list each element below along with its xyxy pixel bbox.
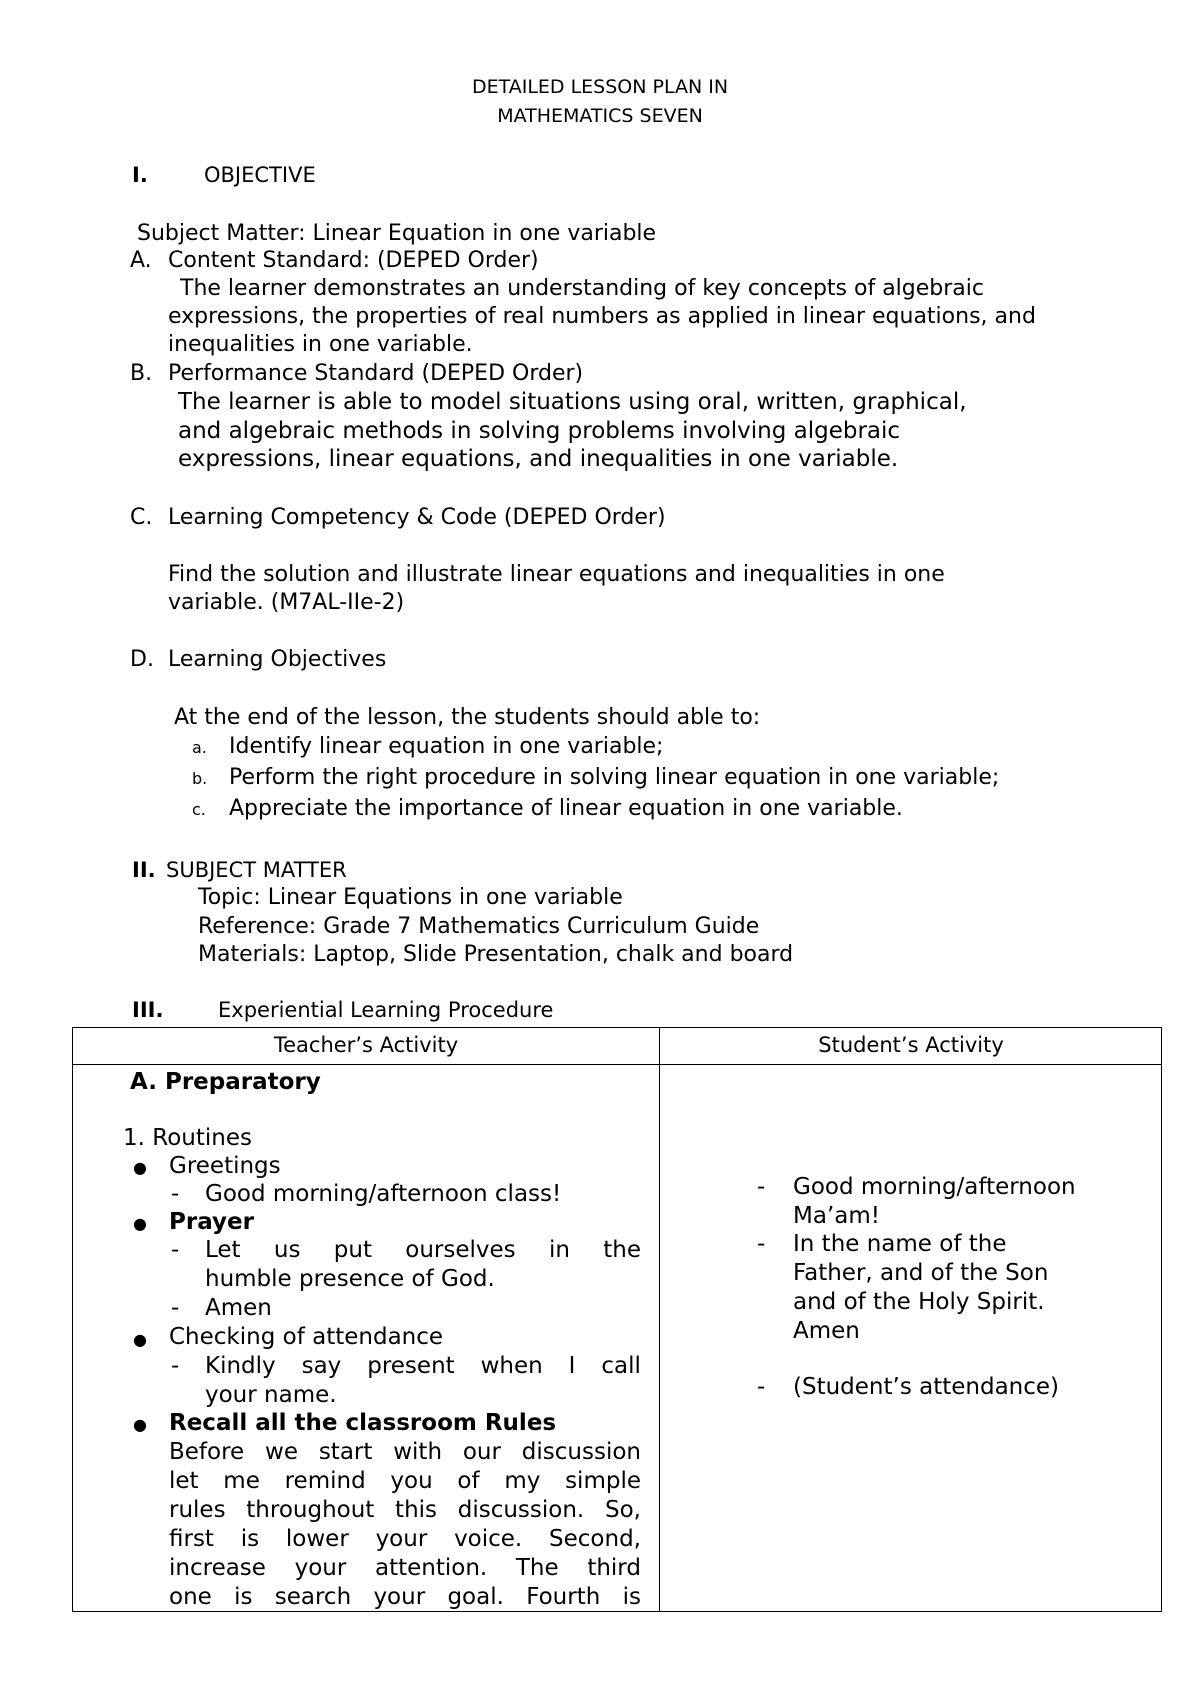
- prayer-line2: humble presence of God.: [205, 1266, 495, 1292]
- bullet-icon: ●: [133, 1415, 147, 1434]
- attendance-line2: your name.: [205, 1382, 337, 1408]
- objective-marker: a.: [192, 738, 207, 757]
- student-prayer-line: and of the Holy Spirit.: [793, 1289, 1045, 1315]
- rules-paragraph-line: increase your attention. The third: [169, 1555, 641, 1581]
- student-greeting-line2: Ma’am!: [793, 1203, 880, 1229]
- content-standard-text: expressions, the properties of real numbers as applied in linear equations, and: [168, 304, 1036, 329]
- section2-numeral: II.: [132, 858, 156, 882]
- item-b-letter: B.: [130, 361, 153, 386]
- learning-competency-label: Learning Competency & Code (DEPED Order): [168, 505, 666, 530]
- routines-heading: 1. Routines: [123, 1125, 252, 1151]
- performance-standard-text: The learner is able to model situations using oral, written, graphical,: [178, 389, 967, 415]
- item-c-letter: C.: [130, 505, 153, 530]
- prayer-line1: Let us put ourselves in the: [205, 1237, 641, 1263]
- teacher-activity-header: Teacher’s Activity: [273, 1033, 459, 1057]
- student-activity-header: Student’s Activity: [818, 1033, 1004, 1057]
- content-standard-label: Content Standard: (DEPED Order): [168, 248, 539, 273]
- dash-icon: -: [757, 1174, 766, 1200]
- dash-icon: -: [171, 1353, 180, 1379]
- procedure-table: [72, 1027, 1162, 1612]
- rules-paragraph-line: one is search your goal. Fourth is: [169, 1584, 641, 1610]
- student-prayer-line: Father, and of the Son: [793, 1260, 1049, 1286]
- learning-objectives-label: Learning Objectives: [168, 647, 387, 672]
- classroom-rules-heading: Recall all the classroom Rules: [169, 1410, 557, 1436]
- student-prayer-line: Amen: [793, 1318, 860, 1344]
- greetings-label: Greetings: [169, 1153, 281, 1179]
- student-prayer-line: In the name of the: [793, 1231, 1007, 1257]
- dash-icon: -: [757, 1231, 766, 1257]
- dash-icon: -: [171, 1181, 180, 1207]
- objective-text: Appreciate the importance of linear equation in one variable.: [229, 796, 903, 821]
- dash-icon: -: [757, 1374, 766, 1400]
- bullet-icon: ●: [133, 1214, 147, 1233]
- reference-line: Reference: Grade 7 Mathematics Curriculum Guide: [198, 914, 760, 939]
- performance-standard-text: expressions, linear equations, and inequalities in one variable.: [178, 446, 899, 472]
- student-attendance-line: (Student’s attendance): [793, 1374, 1060, 1400]
- student-greeting-line1: Good morning/afternoon: [793, 1174, 1076, 1200]
- bullet-icon: ●: [133, 1158, 147, 1177]
- attendance-label: Checking of attendance: [169, 1324, 444, 1350]
- section1-heading: OBJECTIVE: [204, 163, 316, 187]
- content-standard-text: The learner demonstrates an understanding of key concepts of algebraic: [180, 276, 984, 301]
- materials-line: Materials: Laptop, Slide Presentation, chalk and board: [198, 942, 794, 967]
- subject-matter-line: Subject Matter: Linear Equation in one variable: [137, 221, 657, 246]
- performance-standard-text: and algebraic methods in solving problems involving algebraic: [178, 418, 901, 444]
- learning-competency-text: Find the solution and illustrate linear equations and inequalities in one: [168, 562, 945, 587]
- item-a-letter: A.: [130, 248, 152, 273]
- attendance-line1: Kindly say present when I call: [205, 1353, 641, 1379]
- learning-competency-text: variable. (M7AL-IIe-2): [168, 590, 405, 615]
- rules-paragraph-line: first is lower your voice. Second,: [169, 1526, 641, 1552]
- greetings-line: Good morning/afternoon class!: [205, 1181, 562, 1207]
- bullet-icon: ●: [133, 1330, 147, 1349]
- rules-paragraph-line: rules throughout this discussion. So,: [169, 1497, 641, 1523]
- section3-numeral: III.: [132, 998, 164, 1022]
- objective-marker: b.: [192, 769, 208, 788]
- objective-text: Identify linear equation in one variable;: [229, 734, 664, 759]
- rules-paragraph-line: let me remind you of my simple: [169, 1468, 641, 1494]
- section3-heading: Experiential Learning Procedure: [218, 998, 554, 1022]
- objectives-intro: At the end of the lesson, the students should able to:: [174, 705, 761, 730]
- document-title-line1: DETAILED LESSON PLAN IN: [471, 76, 729, 98]
- document-title-line2: MATHEMATICS SEVEN: [497, 105, 703, 127]
- section1-numeral: I.: [132, 163, 148, 187]
- dash-icon: -: [171, 1237, 180, 1263]
- topic-line: Topic: Linear Equations in one variable: [198, 885, 623, 910]
- objective-text: Perform the right procedure in solving linear equation in one variable;: [229, 765, 1000, 790]
- section2-heading: SUBJECT MATTER: [166, 858, 347, 882]
- item-d-letter: D.: [130, 647, 154, 672]
- dash-icon: -: [171, 1295, 180, 1321]
- preparatory-heading: A. Preparatory: [130, 1069, 321, 1095]
- amen-line: Amen: [205, 1295, 272, 1321]
- prayer-label: Prayer: [169, 1209, 254, 1235]
- header-divider: [73, 1064, 1161, 1065]
- content-standard-text: inequalities in one variable.: [168, 332, 473, 357]
- performance-standard-label: Performance Standard (DEPED Order): [168, 361, 584, 386]
- objective-marker: c.: [192, 800, 206, 819]
- column-divider: [659, 1028, 660, 1611]
- rules-paragraph-line: Before we start with our discussion: [169, 1439, 641, 1465]
